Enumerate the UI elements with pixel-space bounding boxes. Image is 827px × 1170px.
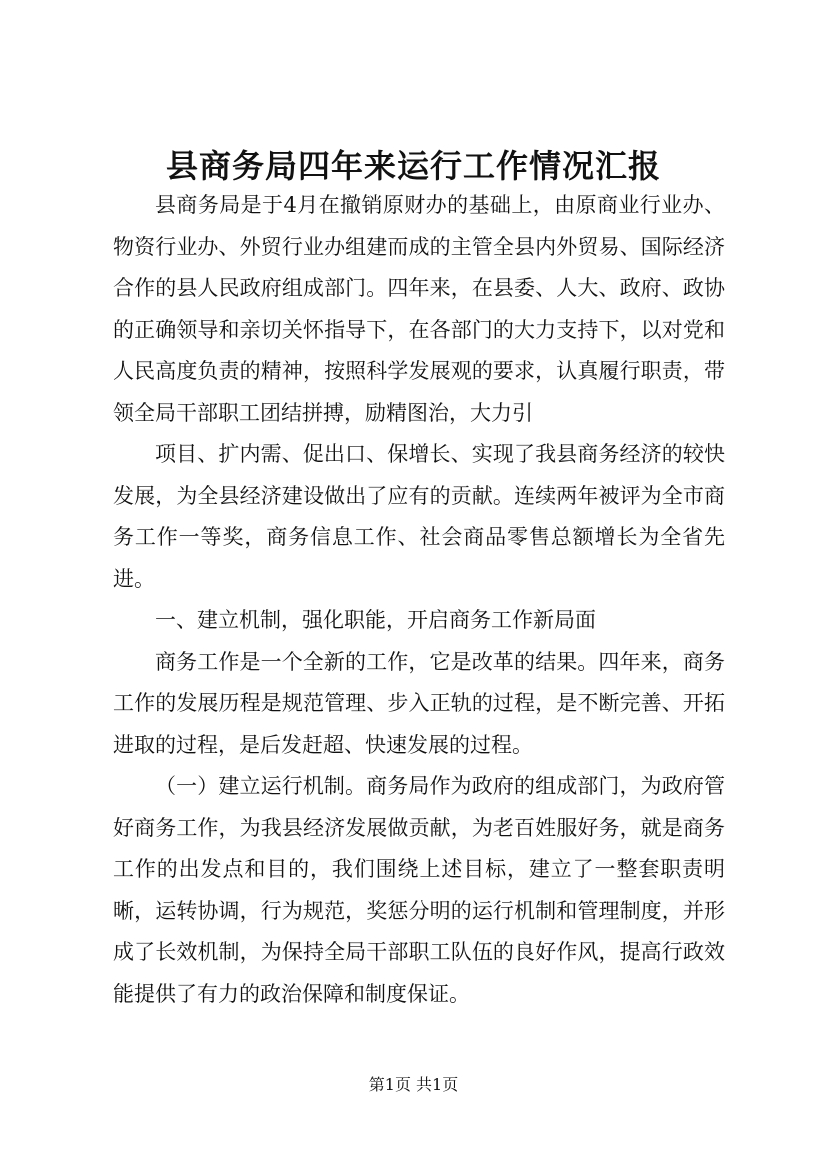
paragraph-4: （一）建立运行机制。商务局作为政府的组成部门，为政府管好商务工作，为我县经济发展做贡献，为老百姓服好务，就是商务工作的出发点和目的，我们围绕上述目标，建立了一整套职责明晰，运转协调，行为规范，奖惩分明的运行机制和管理制度，并形成了长效机制，为保持全局干部职工队伍的良好作风，提高行政效能提供了有力的政治保障和制度保证。 <box>113 774 725 1006</box>
document-body <box>113 185 725 1015</box>
page-footer: 第1页 共1页 <box>368 1075 459 1094</box>
paragraph-2: 项目、扩内需、促出口、保增长、实现了我县商务经济的较快发展，为全县经济建设做出了应有的贡献。连续两年被评为全市商务工作一等奖，商务信息工作、社会商品零售总额增长为全省先进。 <box>113 442 725 591</box>
document-title: 县商务局四年来运行工作情况汇报 <box>165 147 661 185</box>
paragraph-3: 商务工作是一个全新的工作，它是改革的结果。四年来，商务工作的发展历程是规范管理、步入正轨的过程，是不断完善、开拓进取的过程，是后发赶超、快速发展的过程。 <box>113 649 725 757</box>
section-heading-1: 一、建立机制，强化职能，开启商务工作新局面 <box>155 608 596 632</box>
paragraph-1: 县商务局是于4月在撤销原财办的基础上，由原商业行业办、物资行业办、外贸行业办组建而成的主管全县内外贸易、国际经济合作的县人民政府组成部门。四年来，在县委、人大、政府、政协的正确领导和亲切关怀指导下，在各部门的大力支持下，以对党和人民高度负责的精神，按照科学发展观的要求，认真履行职责，带领全局干部职工团结拼搏，励精图治，大力引 <box>113 193 725 425</box>
